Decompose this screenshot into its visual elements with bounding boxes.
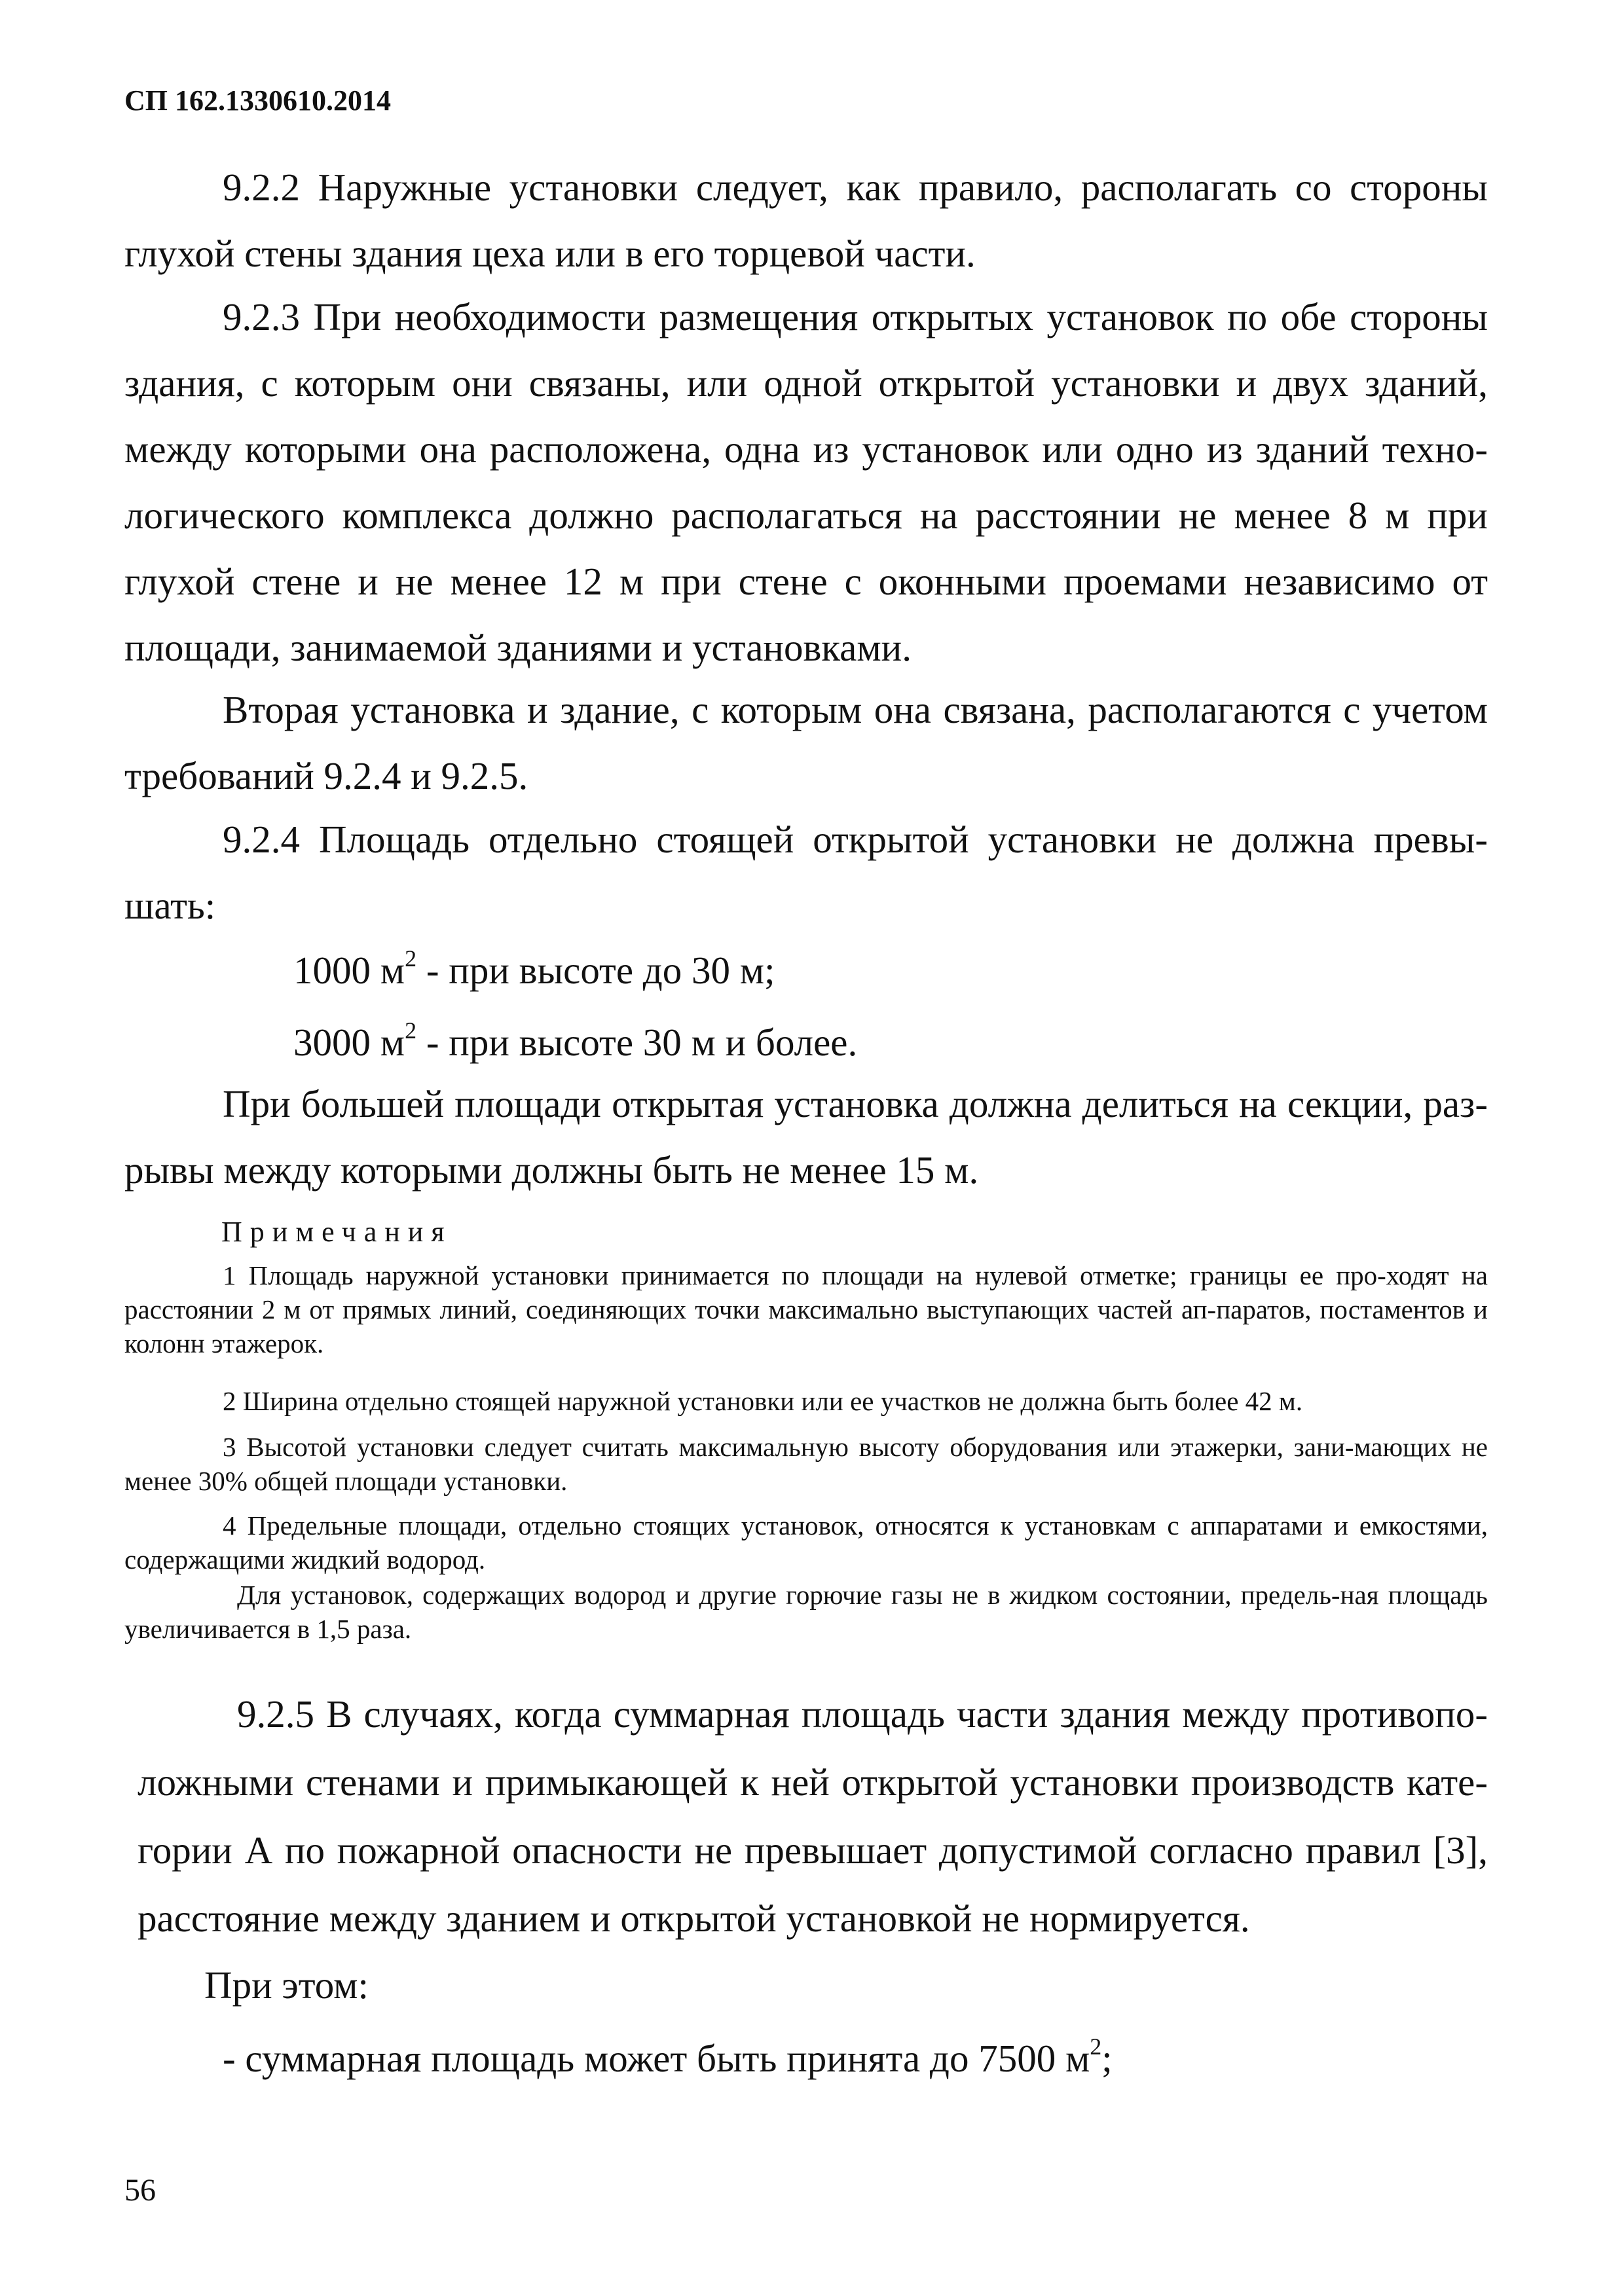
paragraph-9-2-5-continued: При этом: [204,1963,369,2007]
note-4-continued: Для установок, содержащих водород и другие горючие газы не в жидком состоянии, предель-ная площадь увеличивается в 1,5 раза. [124,1580,1488,1644]
paragraph-9-2-5: 9.2.5 В случаях, когда суммарная площадь части здания между противопо-ложными стенами и примыкающей к ней открытой установки производств кате-гории А по пожарной опасности не превышает допустимой согласно правил [3], расстояние между зданием и открытой установкой не нормируется. [138,1692,1488,1940]
note-1: 1 Площадь наружной установки принимается по площади на нулевой отметке; границы ее про-ходят на расстоянии 2 м от прямых линий, соединяющих точки максимально выступающих частей ап-паратов, постаментов и колонн этажерок. [124,1260,1488,1358]
paragraph-9-2-3: 9.2.3 При необходимости размещения открытых установок по обе стороны здания, с которым они связаны, или одной открытой установки и двух зданий, между которыми она расположена, одна из установок или одно из зданий техно-логического комплекса должно располагаться на расстоянии не менее 8 м при глухой стене и не менее 12 м при стене с оконными проемами независимо от площади, занимаемой зданиями и установками. [124,295,1488,669]
paragraph-9-2-4: 9.2.4 Площадь отдельно стоящей открытой установки не должна превы-шать: [124,818,1488,927]
list-item-total-area: - суммарная площадь может быть принята до 7500 $м^2$; [223,2033,1113,2080]
paragraph-9-2-3-continued: Вторая установка и здание, с которым она связана, располагаются с учетом требований 9.2.4 и 9.2.5. [124,688,1488,797]
paragraph-9-2-4-continued: При большей площади открытая установка должна делиться на секции, раз-рывы между которыми должны быть не менее 15 м. [124,1082,1488,1192]
area-limit-line-1: 1000 $м^2$ - при высоте до 30 м; [293,945,775,992]
notes-heading: Примечания [221,1216,452,1248]
note-3: 3 Высотой установки следует считать максимальную высоту оборудования или этажерки, зани-мающих не менее 30% общей площади установки. [124,1432,1488,1496]
area-limit-line-2: 3000 $м^2$ - при высоте 30 м и более. [293,1017,858,1064]
page-number: 56 [124,2173,156,2208]
note-4: 4 Предельные площади, отдельно стоящих установок, относятся к установкам с аппаратами и емкостями, содержащими жидкий водород. [124,1510,1488,1575]
paragraph-9-2-2: 9.2.2 Наружные установки следует, как правило, располагать со стороны глухой стены здания цеха или в его торцевой части. [124,166,1488,275]
document-code-header: СП 162.1330610.2014 [124,84,391,117]
note-2: 2 Ширина отдельно стоящей наружной установки или ее участков не должна быть более 42 м. [223,1386,1303,1416]
